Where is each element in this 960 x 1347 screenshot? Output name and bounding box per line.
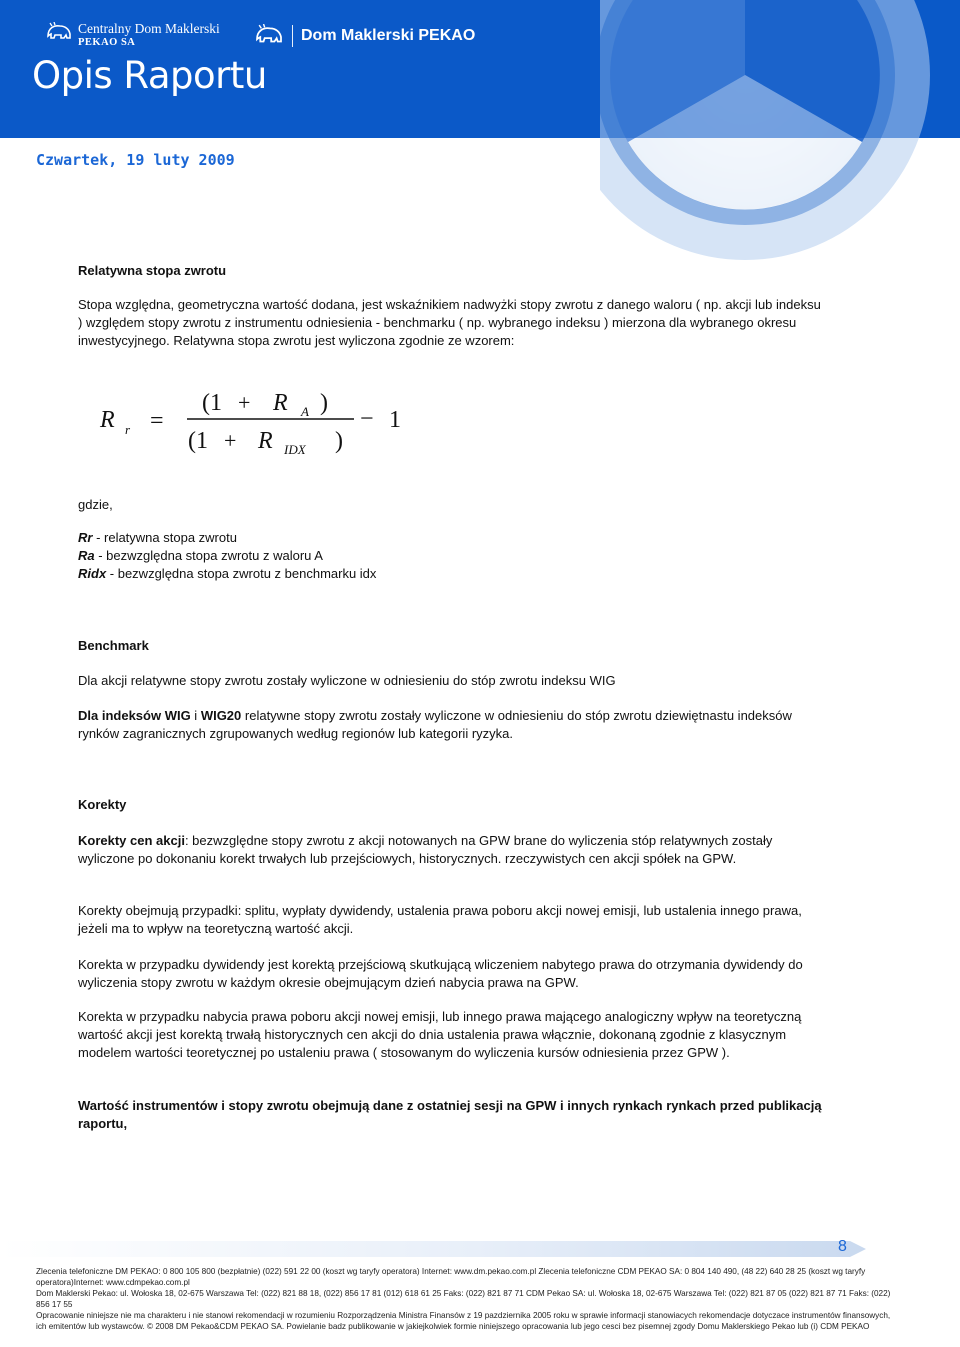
bison-logo-icon [46, 22, 72, 44]
benchmark-indices: Dla indeksów WIG [78, 708, 191, 723]
definition-item [78, 565, 376, 583]
formula-den-close: ) [335, 428, 343, 454]
korekty-p1-rest: : bezwzględne stopy zwrotu z akcji notowanych na GPW brane do wyliczenia stóp relatywnych zostały wyliczone po dokonaniu korekt trwałych lub przejściowych, historycznych. rzeczywistych cen akcji spółek na GPW. [78, 833, 773, 866]
pekao-emblem-icon [600, 0, 960, 270]
korekty-heading: Korekty [78, 797, 127, 812]
formula-minus: − [360, 406, 374, 432]
logo1-line2: PEKAO SA [78, 37, 136, 48]
footer-line-3: Opracowanie niniejsze nie ma charakteru i nie stanowi rekomendacji w rozumieniu Rozporządzenia Ministra Finansów z 19 pazdziernika 2005 roku w sprawie informacji stanowiacych rekomendacje dotyczace instrumentów finansowych, ich emitentów lub wystawców. © 2008 DM Pekao&CDM PEKAO SA. Powielanie badz publikowanie w jakiejkolwiek formie niniejszego opracowania lub jego cesci bez pisemnej zgody Domu Maklerskiego Pekao lub (i) CDM PEKAO [36, 1311, 891, 1331]
formula-lhs: R [100, 407, 115, 433]
formula-equals: = [150, 408, 164, 434]
page-arrow-icon [0, 1237, 870, 1261]
report-date: Czwartek, 19 luty 2009 [36, 151, 235, 169]
benchmark-connector: i [190, 708, 201, 723]
benchmark-paragraph-2 [78, 707, 828, 743]
korekty-paragraph-3: Korekta w przypadku dywidendy jest korektą przejściową skutkującą wliczeniem nabytego prawa do otrzymania dywidendy do wyliczenia stopy zwrotu w każdym okresie obejmującym dzień nabycia prawa na GPW. [78, 957, 803, 990]
formula-den-sub: IDX [284, 442, 306, 457]
relative-return-formula [92, 378, 432, 468]
formula-num-plus: + [238, 390, 251, 415]
logo-divider [292, 25, 293, 47]
definition-term: Ra [78, 548, 95, 563]
formula-den-R: R [258, 428, 273, 454]
cdm-pekao-logo [46, 22, 220, 50]
korekty-paragraph-5: Wartość instrumentów i stopy zwrotu obejmują dane z ostatniej sesji na GPW i innych rynkach rynkach przed publikacją raportu, [78, 1098, 822, 1131]
footer [36, 1266, 896, 1332]
benchmark-rest: relatywne stopy zwrotu zostały wyliczone w odniesieniu do stóp zwrotu dziewiętnastu indeksów rynków zagranicznych zgrupowanych według regionów lub kategorii ryzyka. [78, 708, 792, 741]
definition-term: Rr [78, 530, 93, 545]
korekty-term: Korekty cen akcji [78, 833, 185, 848]
benchmark-heading: Benchmark [78, 638, 149, 653]
formula-lhs-sub: r [125, 422, 131, 437]
korekty-paragraph-1 [78, 832, 828, 868]
benchmark-wig20: WIG20 [200, 708, 242, 723]
formula-num-R: R [273, 390, 288, 416]
section-paragraph: Stopa względna, geometryczna wartość dodana, jest wskaźnikiem nadwyżki stopy zwrotu z danego waloru ( np. akcji lub indeksu ) względem stopy zwrotu z instrumentu odniesienia - benchmarku ( np. wybranego indeksu ) mierzona dla wybranego okresu inwestycyjnego. Relatywna stopa zwrotu jest wyliczona zgodnie ze wzorem: [78, 297, 821, 348]
dm-pekao-logo [254, 24, 475, 48]
page-number: 8 [838, 1238, 847, 1255]
definition-term: Ridx [78, 566, 107, 581]
page-title: Opis Raportu [32, 54, 267, 97]
footer-line-1: Zlecenia telefoniczne DM PEKAO: 0 800 105 800 (bezpłatnie) (022) 591 22 00 (koszt wg taryfy operatora) Internet: www.dm.pekao.com.pl Zlecenia telefoniczne CDM PEKAO SA: 0 804 140 490, (48 22) 640 28 25 (koszt wg taryfy operatora)Internet: www.cdmpekao.com.pl [36, 1267, 866, 1287]
definition-desc: - bezwzględna stopa zwrotu z benchmarku idx [106, 566, 377, 581]
benchmark-paragraph-1: Dla akcji relatywne stopy zwrotu zostały wyliczone w odniesieniu do stóp zwrotu indeksu WIG [78, 673, 616, 688]
section-heading: Relatywna stopa zwrotu [78, 263, 227, 278]
korekty-paragraph-4: Korekta w przypadku nabycia prawa poboru akcji nowej emisji, lub innego prawa mającego analogiczny wpływ na teoretyczną wartość akcji jest korektą trwałą historycznych cen akcji do dnia ustalenia prawa włącznie, dokonaną zgodnie z klasycznym modelem wartości teoretycznej po ustaleniu prawa ( stosowanym do wyliczenia kursów odniesienia przez GPW ). [78, 1009, 802, 1060]
logo1-line1: Centralny Dom Maklerski [78, 21, 220, 36]
footer-line-2: Dom Maklerski Pekao: ul. Wołoska 18, 02-675 Warszawa Tel: (022) 821 88 18, (022) 856 17 81 (012) 618 61 25 Faks: (022) 821 87 71 CDM Pekao SA: ul. Wołoska 18, 02-675 Warszawa Tel: (022) 821 87 05 (022) 821 87 71 Faks: (022) 856 17 55 [36, 1289, 891, 1309]
formula-num-close: ) [320, 390, 328, 416]
definition-item [78, 529, 376, 547]
definitions-list [78, 529, 376, 583]
formula-den-open: (1 [188, 428, 208, 454]
formula-num-open: (1 [202, 390, 222, 416]
formula-svg [92, 378, 432, 468]
formula-one: 1 [389, 407, 401, 433]
logo2-name: Dom Maklerski PEKAO [301, 27, 476, 44]
korekty-paragraph-2: Korekty obejmują przypadki: splitu, wypłaty dywidendy, ustalenia prawa poboru akcji nowej emisji, lub ustalenia innego prawa, jeżeli ma to wpływ na teoretyczną wartość akcji. [78, 903, 802, 936]
definition-desc: - bezwzględna stopa zwrotu z waloru A [94, 548, 323, 563]
definition-item [78, 547, 376, 565]
formula-den-plus: + [224, 428, 237, 453]
formula-num-sub: A [301, 404, 309, 419]
definition-desc: - relatywna stopa zwrotu [92, 530, 237, 545]
definitions-intro: gdzie, [78, 497, 113, 512]
bison-logo-icon [254, 24, 284, 48]
